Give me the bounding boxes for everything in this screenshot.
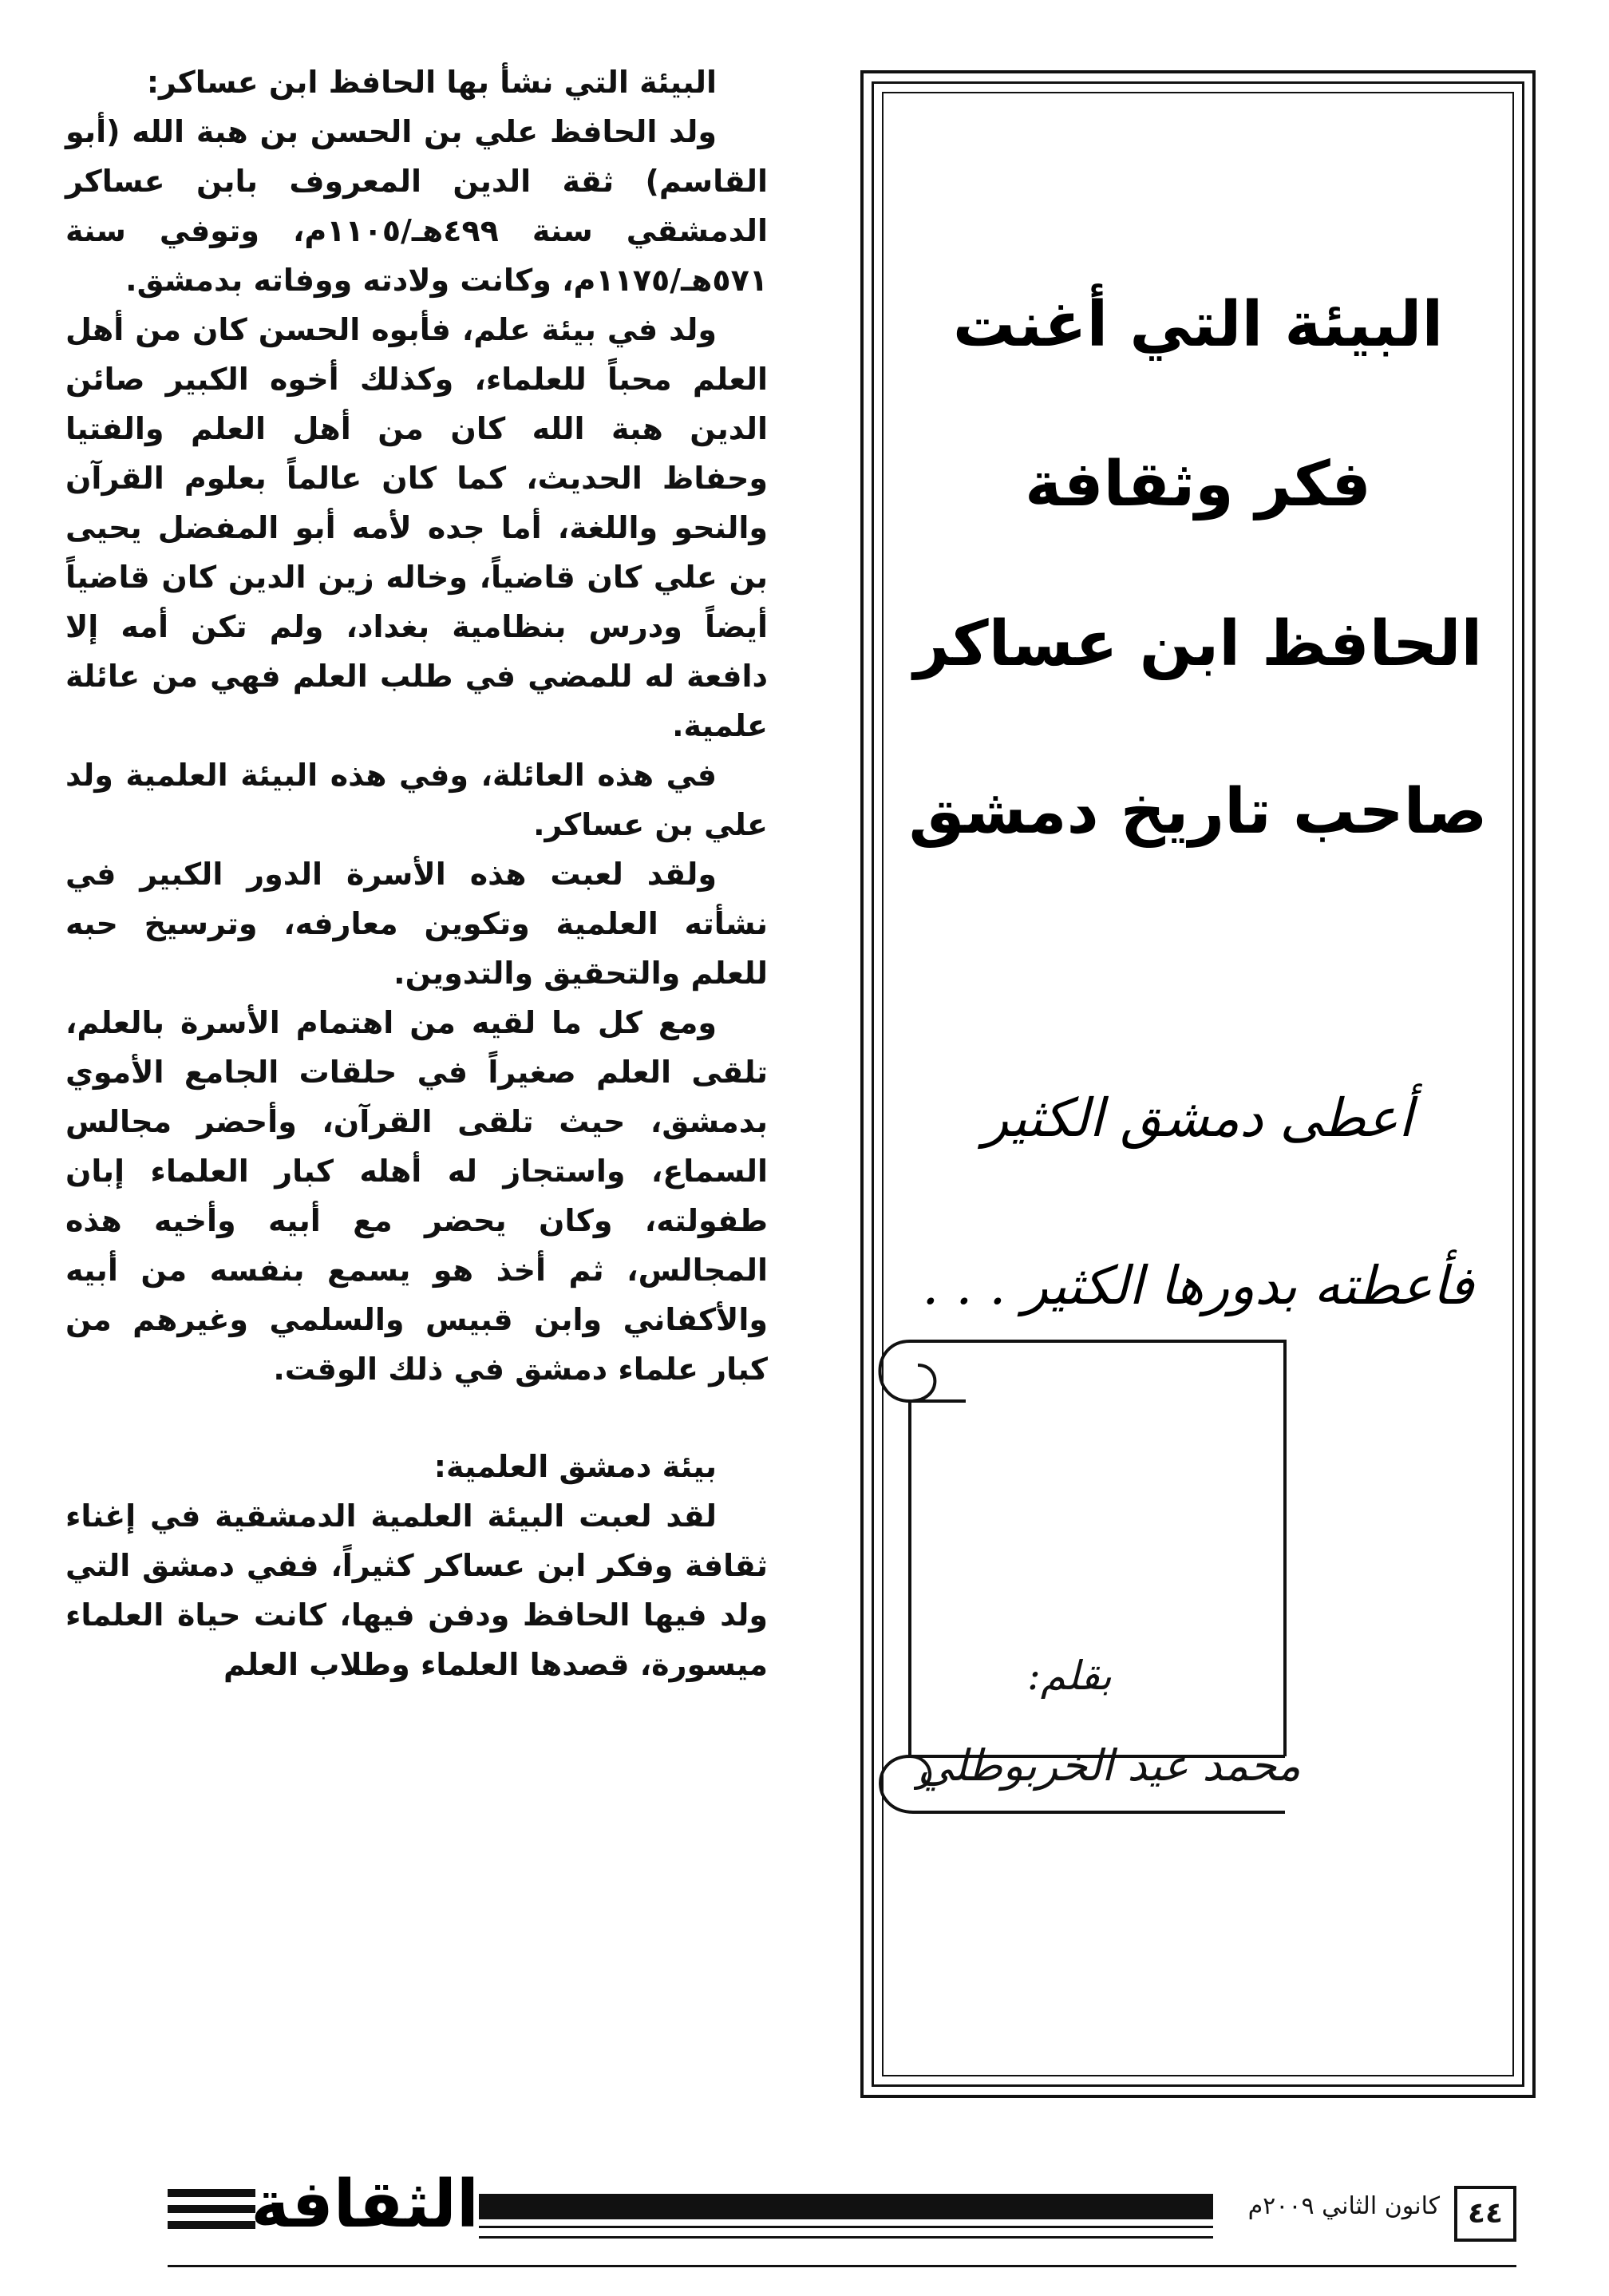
author-name: محمد عيد الخربوطلي — [918, 1740, 1301, 1791]
section-heading-upbringing: البيئة التي نشأ بها الحافظ ابن عساكر: — [146, 65, 717, 100]
article-paragraph: ومع كل ما لقيه من اهتمام الأسرة بالعلم، تلقى العلم صغيراً في حلقات الجامع الأموي بدمشق، حيث تلقى القرآن، وأحضر مجالس السماع، واستجاز له أهله كبار العلماء إبان طفولته، وكان يحضر مع أبيه وأخيه هذه المجالس، ثم أخذ هو يسمع بنفسه من أبيه والأكفاني وابن قبيس والسلمي وغيرهم من كبار علماء دمشق في ذلك الوقت. — [65, 1005, 768, 1387]
section-gap — [65, 1394, 768, 1442]
article-paragraph: ولقد لعبت هذه الأسرة الدور الكبير في نشأته العلمية وتكوين معارفه، وترسيخ حبه للعلم والتحقيق والتدوين. — [65, 857, 768, 991]
article-paragraph: ولد الحافظ علي بن الحسن بن هبة الله (أبو القاسم) ثقة الدين المعروف بابن عساكر الدمشقي سنة ٤٩٩هـ/١١٠٥م، وتوفي سنة ٥٧١هـ/١١٧٥م، وكانت ولادته ووفاته بدمشق. — [65, 114, 768, 298]
title-line-4: صاحب تاريخ دمشق — [908, 776, 1488, 848]
magazine-logo: الثقافة — [251, 2167, 479, 2243]
logo-bars-decoration — [168, 2189, 255, 2237]
title-line-3: الحافظ ابن عساكر — [913, 608, 1483, 680]
tagline-2: فأعطته بدورها الكثير . . . — [922, 1255, 1474, 1316]
section-heading-damascus: بيئة دمشق العلمية: — [433, 1449, 717, 1484]
page-number: ٤٤ — [1454, 2186, 1516, 2242]
author-scroll — [838, 1309, 1333, 1828]
article-paragraph: في هذه العائلة، وفي هذه البيئة العلمية ولد علي بن عساكر. — [65, 758, 768, 842]
author-label: بقلم: — [1027, 1653, 1112, 1699]
issue-date: كانون الثاني ٢٠٠٩م — [1247, 2192, 1440, 2220]
footer-thick-rule — [479, 2194, 1213, 2219]
title-line-1: البيئة التي أغنت — [952, 289, 1444, 361]
article-paragraph: لقد لعبت البيئة العلمية الدمشقية في إغناء ثقافة وفكر ابن عساكر كثيراً، ففي دمشق التي ولد فيها الحافظ ودفن فيها، كانت حياة العلماء ميسورة، قصدها العلماء وطلاب العلم — [65, 1498, 768, 1682]
footer-bottom-rule — [168, 2265, 1516, 2267]
title-line-2: فكر وثقافة — [1025, 449, 1371, 521]
article-paragraph: ولد في بيئة علم، فأبوه الحسن كان من أهل العلم محباً للعلماء، وكذلك أخوه الكبير صائن الدين هبة الله كان من أهل العلم والفتيا وحفاظ الحديث، كما كان عالماً بعلوم القرآن والنحو واللغة، أما جده لأمه أبو المفضل يحيى بن علي كان قاضياً، وخاله زين الدين كان قاضياً أيضاً ودرس بنظامية بغداد، ولم تكن أمه إلا دافعة له للمضي في طلب العلم فهي من عائلة علمية. — [65, 312, 768, 743]
tagline-1: أعطى دمشق الكثير — [982, 1087, 1413, 1149]
page-footer — [168, 2165, 1516, 2245]
footer-thin-rule — [479, 2226, 1213, 2239]
article-column — [65, 57, 768, 1689]
